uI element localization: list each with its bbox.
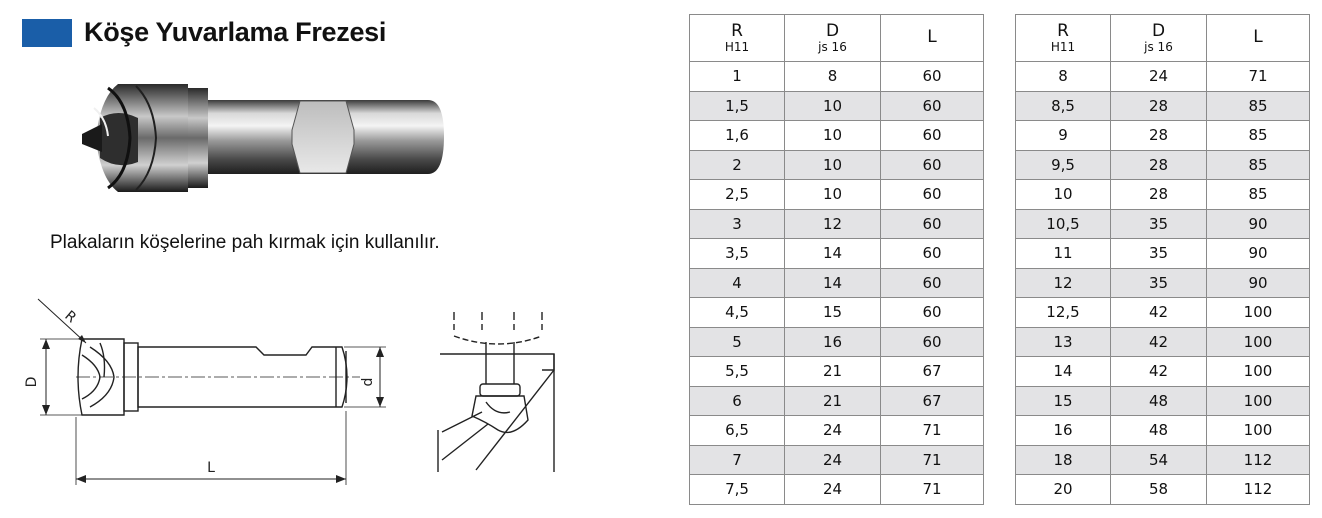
table-cell: 85	[1207, 180, 1310, 210]
table-cell: 20	[1016, 475, 1111, 505]
table-header-row	[1016, 15, 1310, 62]
description-text: Plakaların köşelerine pah kırmak için kullanılır.	[50, 232, 440, 253]
table-cell: 10	[785, 180, 881, 210]
table-cell: 71	[1207, 62, 1310, 92]
table-row	[1016, 357, 1310, 387]
table-cell: 85	[1207, 91, 1310, 121]
table-cell: 18	[1016, 445, 1111, 475]
table-row	[1016, 416, 1310, 446]
table-cell: 12,5	[1016, 298, 1111, 328]
table-cell: 100	[1207, 416, 1310, 446]
table-row	[1016, 475, 1310, 505]
table-row	[690, 327, 984, 357]
table-cell: 1	[690, 62, 785, 92]
table-cell: 15	[1016, 386, 1111, 416]
table-row	[1016, 62, 1310, 92]
table-cell: 67	[881, 357, 984, 387]
table-row	[690, 180, 984, 210]
table-row	[690, 386, 984, 416]
dimension-drawing	[20, 295, 400, 495]
table-cell: 16	[785, 327, 881, 357]
title-row	[22, 17, 386, 48]
table-cell: 67	[881, 386, 984, 416]
table-cell: 48	[1111, 416, 1207, 446]
length-label: L	[207, 460, 215, 476]
table-row	[1016, 327, 1310, 357]
title-accent-block	[22, 19, 72, 47]
table-cell: 6,5	[690, 416, 785, 446]
table-row	[1016, 445, 1310, 475]
table-cell: 3,5	[690, 239, 785, 269]
table-cell: 85	[1207, 150, 1310, 180]
table-cell: 60	[881, 91, 984, 121]
header-cell-r: R H11	[690, 15, 785, 62]
table-row	[1016, 150, 1310, 180]
table-cell: 1,6	[690, 121, 785, 151]
table-cell: 13	[1016, 327, 1111, 357]
table-row	[690, 357, 984, 387]
table-cell: 60	[881, 121, 984, 151]
table-cell: 7	[690, 445, 785, 475]
table-cell: 1,5	[690, 91, 785, 121]
table-cell: 60	[881, 268, 984, 298]
table-cell: 35	[1111, 209, 1207, 239]
table-cell: 24	[1111, 62, 1207, 92]
table-cell: 2	[690, 150, 785, 180]
table-row	[1016, 298, 1310, 328]
table-cell: 90	[1207, 209, 1310, 239]
table-cell: 28	[1111, 150, 1207, 180]
table-cell: 112	[1207, 475, 1310, 505]
table-row	[1016, 239, 1310, 269]
header-cell-l: L	[881, 15, 984, 62]
table-cell: 42	[1111, 327, 1207, 357]
table-cell: 60	[881, 62, 984, 92]
spec-table-right	[1015, 14, 1310, 505]
table-cell: 7,5	[690, 475, 785, 505]
table-cell: 28	[1111, 180, 1207, 210]
table-cell: 24	[785, 416, 881, 446]
table-cell: 10,5	[1016, 209, 1111, 239]
table-row	[690, 416, 984, 446]
table-cell: 60	[881, 239, 984, 269]
table-cell: 8	[785, 62, 881, 92]
table-row	[690, 475, 984, 505]
outer-diameter-label: D	[24, 376, 40, 388]
table-cell: 71	[881, 416, 984, 446]
table-cell: 14	[1016, 357, 1111, 387]
table-cell: 100	[1207, 327, 1310, 357]
table-row	[690, 62, 984, 92]
table-cell: 6	[690, 386, 785, 416]
table-cell: 28	[1111, 91, 1207, 121]
table-cell: 3	[690, 209, 785, 239]
table-cell: 28	[1111, 121, 1207, 151]
table-cell: 11	[1016, 239, 1111, 269]
header-cell-d: D js 16	[785, 15, 881, 62]
table-cell: 112	[1207, 445, 1310, 475]
table-cell: 71	[881, 445, 984, 475]
radius-label: R	[61, 307, 80, 327]
table-row	[690, 298, 984, 328]
page-title: Köşe Yuvarlama Frezesi	[84, 17, 387, 47]
table-cell: 16	[1016, 416, 1111, 446]
table-cell: 35	[1111, 268, 1207, 298]
table-cell: 60	[881, 180, 984, 210]
table-cell: 42	[1111, 298, 1207, 328]
table-cell: 10	[785, 150, 881, 180]
table-cell: 85	[1207, 121, 1310, 151]
table-cell: 15	[785, 298, 881, 328]
table-row	[690, 150, 984, 180]
table-cell: 90	[1207, 239, 1310, 269]
table-cell: 4	[690, 268, 785, 298]
table-cell: 10	[1016, 180, 1111, 210]
table-cell: 21	[785, 386, 881, 416]
table-row	[1016, 268, 1310, 298]
table-cell: 60	[881, 209, 984, 239]
table-cell: 14	[785, 268, 881, 298]
header-cell-l: L	[1207, 15, 1310, 62]
table-cell: 71	[881, 475, 984, 505]
table-body-left	[690, 62, 984, 505]
table-row	[1016, 180, 1310, 210]
table-cell: 60	[881, 298, 984, 328]
table-cell: 48	[1111, 386, 1207, 416]
table-cell: 90	[1207, 268, 1310, 298]
table-row	[690, 209, 984, 239]
table-cell: 12	[785, 209, 881, 239]
table-cell: 35	[1111, 239, 1207, 269]
table-cell: 100	[1207, 386, 1310, 416]
table-row	[690, 268, 984, 298]
table-cell: 8,5	[1016, 91, 1111, 121]
shank-diameter-label: d	[360, 377, 376, 387]
table-cell: 8	[1016, 62, 1111, 92]
table-body-right	[1016, 62, 1310, 505]
table-row	[690, 91, 984, 121]
table-cell: 24	[785, 445, 881, 475]
table-cell: 4,5	[690, 298, 785, 328]
table-cell: 10	[785, 91, 881, 121]
table-row	[1016, 121, 1310, 151]
table-header-row	[690, 15, 984, 62]
cutter-photo	[78, 78, 448, 198]
table-cell: 100	[1207, 357, 1310, 387]
table-cell: 100	[1207, 298, 1310, 328]
table-cell: 21	[785, 357, 881, 387]
table-cell: 42	[1111, 357, 1207, 387]
table-row	[690, 239, 984, 269]
usage-drawing	[432, 312, 582, 477]
table-cell: 5,5	[690, 357, 785, 387]
table-cell: 2,5	[690, 180, 785, 210]
table-cell: 60	[881, 150, 984, 180]
table-cell: 60	[881, 327, 984, 357]
spec-table-left	[689, 14, 984, 505]
table-row	[690, 445, 984, 475]
table-row	[1016, 386, 1310, 416]
table-cell: 54	[1111, 445, 1207, 475]
table-row	[690, 121, 984, 151]
table-row	[1016, 91, 1310, 121]
table-cell: 12	[1016, 268, 1111, 298]
table-cell: 14	[785, 239, 881, 269]
header-cell-r: R H11	[1016, 15, 1111, 62]
table-cell: 10	[785, 121, 881, 151]
header-cell-d: D js 16	[1111, 15, 1207, 62]
table-cell: 58	[1111, 475, 1207, 505]
table-cell: 24	[785, 475, 881, 505]
table-cell: 5	[690, 327, 785, 357]
table-cell: 9	[1016, 121, 1111, 151]
table-cell: 9,5	[1016, 150, 1111, 180]
table-row	[1016, 209, 1310, 239]
